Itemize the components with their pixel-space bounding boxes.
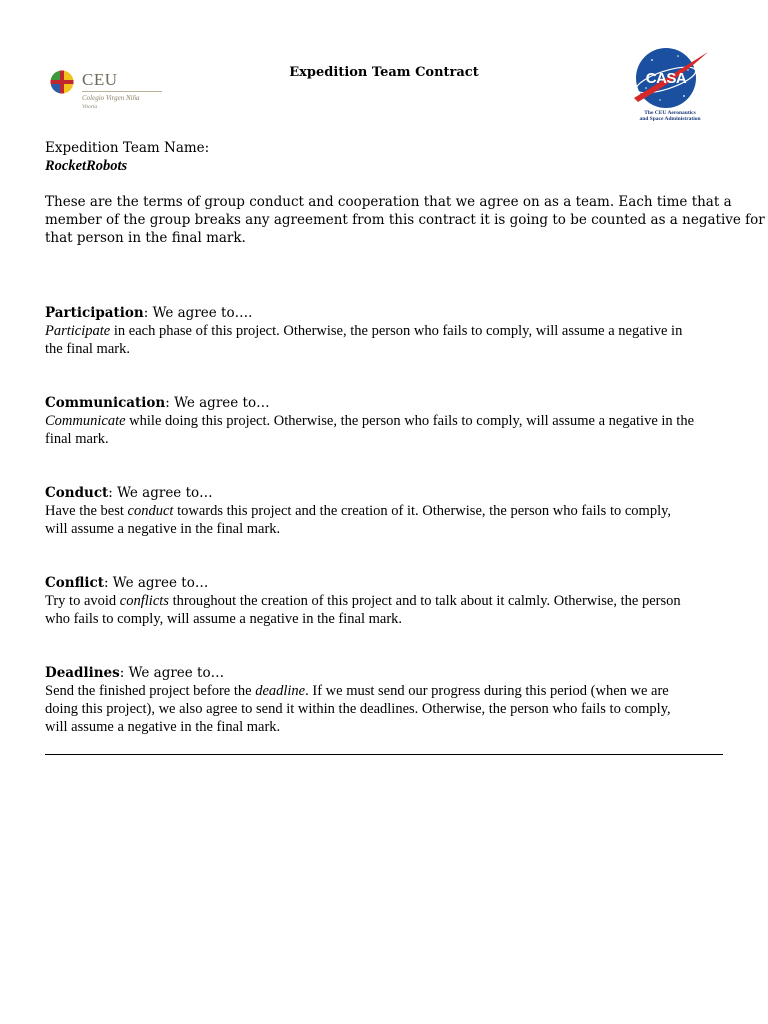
section-participation-text-2: the final mark.: [45, 341, 130, 357]
casa-logo: [628, 46, 712, 126]
ceu-logo-name: CEU: [82, 70, 118, 89]
section-communication-text-2: final mark.: [45, 431, 109, 447]
section-communication-heading: [45, 394, 725, 412]
section-conflict-rest: throughout the creation of this project and to talk about it calmly. Otherwise, the person: [168, 593, 681, 609]
section-conduct-rest: towards this project and the creation of it. Otherwise, the person who fails to comply,: [173, 503, 672, 519]
section-conduct-text-2: will assume a negative in the final mark.: [45, 521, 281, 537]
section-participation-text-1: [45, 322, 725, 340]
section-deadlines-text-1: [45, 682, 725, 700]
section-communication-text-1: [45, 412, 725, 430]
section-deadlines-agree: : We agree to…: [119, 665, 225, 681]
section-deadlines-keyword: deadline: [255, 683, 306, 699]
section-conduct-heading: [45, 484, 725, 502]
casa-caption-line2: and Space Administration: [639, 116, 701, 122]
section-deadlines-text-2: doing this project), we also agree to send it within the deadlines. Otherwise, the person who fails to comply,: [45, 701, 671, 717]
section-participation-heading: [45, 304, 725, 322]
ceu-logo-subtitle: Colegio Virgen Niña: [82, 94, 140, 102]
section-conduct-text-1: [45, 502, 725, 520]
section-communication-rest: while doing this project. Otherwise, the person who fails to comply, will assume a negative in the: [125, 413, 695, 429]
casa-logo-caption: [628, 110, 712, 122]
intro-line-3: that person in the final mark.: [45, 230, 246, 246]
section-deadlines-title: Deadlines: [45, 665, 120, 681]
section-conflict-pre: Try to avoid: [45, 593, 120, 609]
intro-line-1: These are the terms of group conduct and cooperation that we agree on as a team. Each time that a: [45, 194, 732, 210]
document-title: Expedition Team Contract: [289, 65, 479, 80]
team-name-row: [45, 157, 725, 175]
section-conflict-title: Conflict: [45, 575, 104, 591]
intro-line-2: member of the group breaks any agreement from this contract it is going to be counted as a negative for: [45, 212, 765, 228]
section-deadlines-heading: [45, 664, 725, 682]
casa-caption-line1: The CEU Aeronautics: [644, 110, 696, 116]
section-conflict-agree: : We agree to…: [103, 575, 209, 591]
ceu-logo-location: Vitoria: [82, 104, 98, 110]
section-participation-title: Participation: [45, 305, 144, 321]
section-deadlines-text-3: will assume a negative in the final mark.: [45, 719, 281, 735]
section-participation-agree: : We agree to….: [143, 305, 253, 321]
section-conflict-keyword: conflicts: [119, 593, 169, 609]
team-name-value: RocketRobots: [45, 158, 128, 174]
section-conduct-pre: Have the best: [45, 503, 128, 519]
section-conflict-text-2: who fails to comply, will assume a negative in the final mark.: [45, 611, 403, 627]
section-conduct-title: Conduct: [45, 485, 109, 501]
bottom-divider: [45, 754, 723, 755]
section-deadlines-pre: Send the finished project before the: [45, 683, 256, 699]
section-conflict-text-1: [45, 592, 725, 610]
section-communication-agree: : We agree to…: [165, 395, 270, 411]
section-conduct-agree: : We agree to…: [108, 485, 213, 501]
section-deadlines-rest: . If we must send our progress during this period (when we are: [305, 683, 669, 699]
section-participation-rest: in each phase of this project. Otherwise, the person who fails to comply, will assume a negative in: [110, 323, 683, 339]
section-conduct-keyword: conduct: [127, 503, 174, 519]
section-participation-keyword: Participate: [45, 323, 111, 339]
team-name-label: Expedition Team Name:: [45, 140, 210, 156]
section-communication-title: Communication: [45, 395, 166, 411]
section-communication-keyword: Communicate: [45, 413, 126, 429]
section-conflict-heading: [45, 574, 725, 592]
casa-logo-name: CASA: [645, 70, 687, 87]
ceu-logo-divider: [82, 91, 162, 92]
